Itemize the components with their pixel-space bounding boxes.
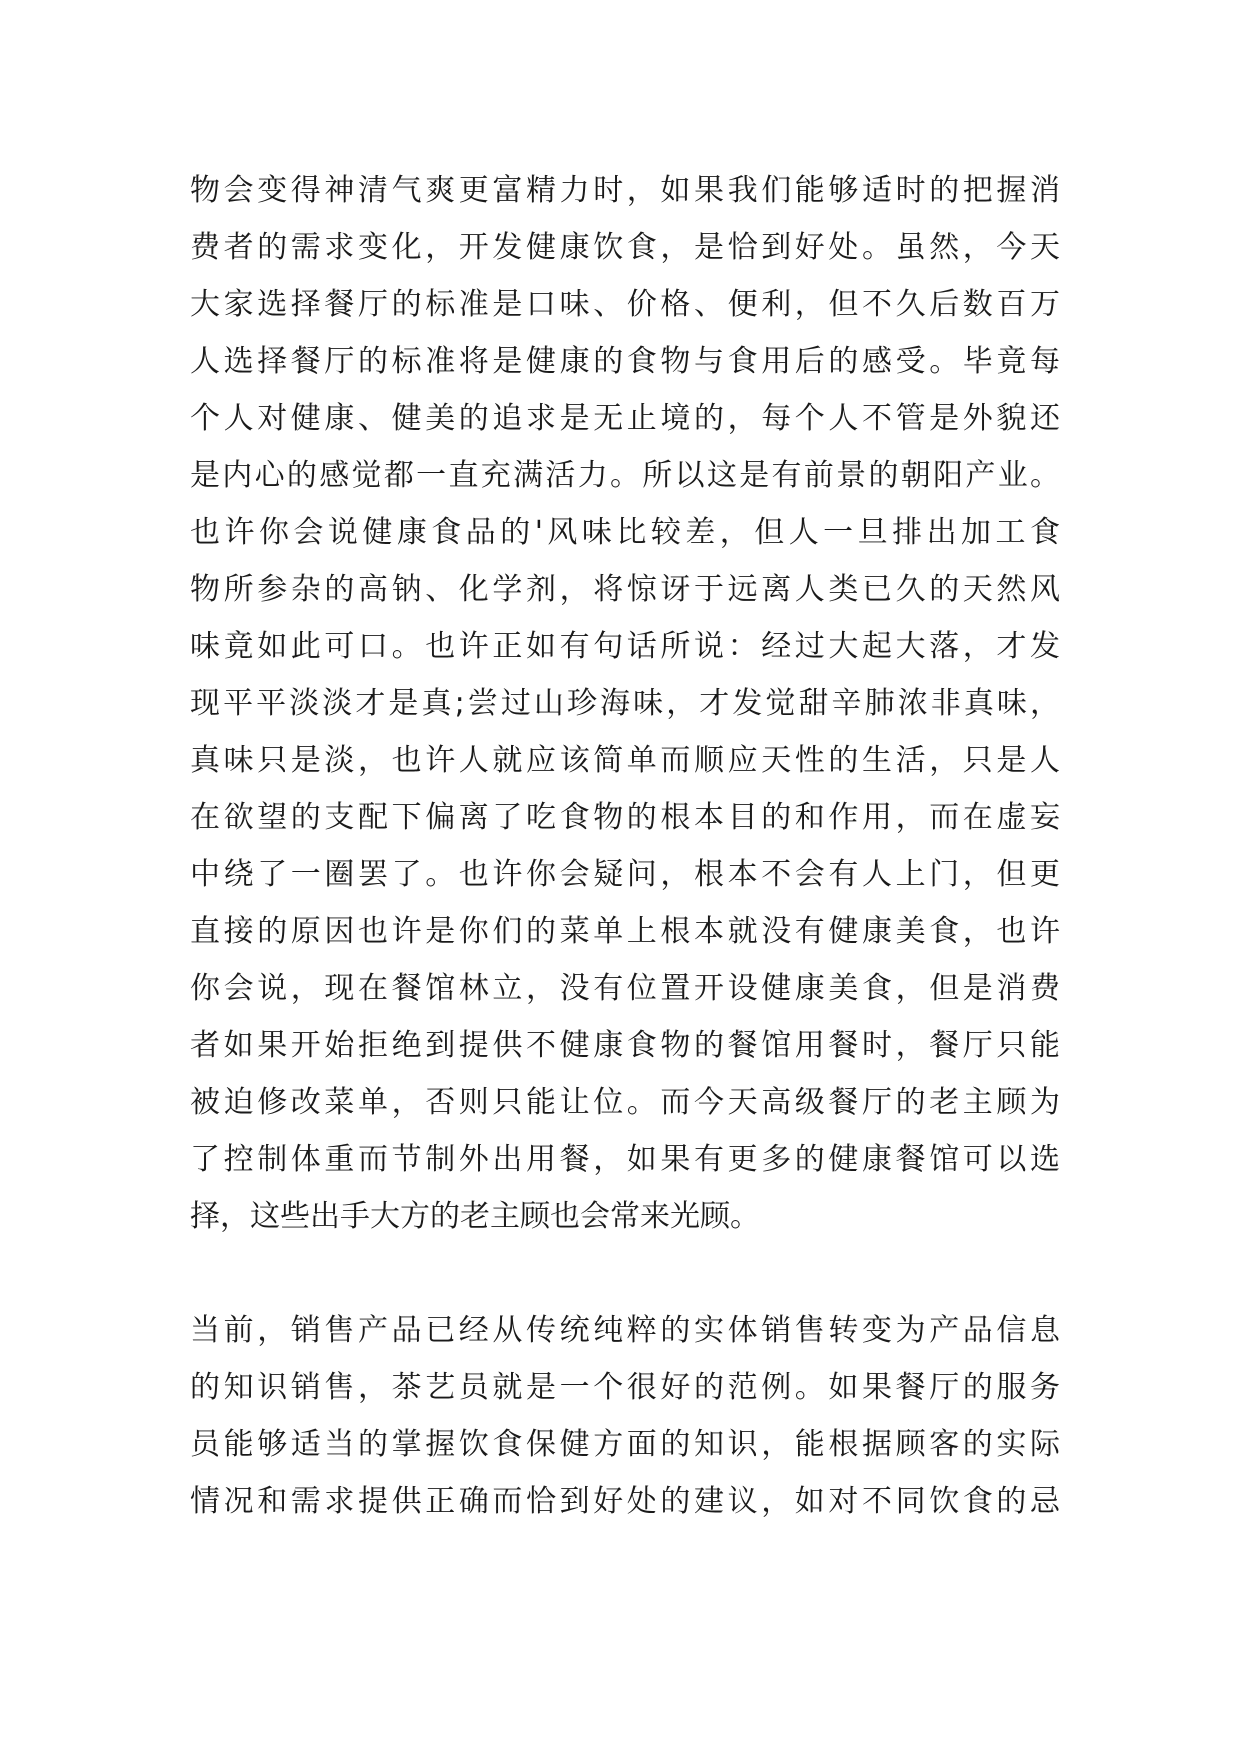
text-line: 者如果开始拒绝到提供不健康食物的餐馆用餐时，餐厅只能	[190, 1028, 1060, 1063]
text-line: 的知识销售，茶艺员就是一个很好的范例。如果餐厅的服务	[190, 1370, 1060, 1405]
text-line: 被迫修改菜单，否则只能让位。而今天高级餐厅的老主顾为	[190, 1085, 1060, 1120]
text-line: 员能够适当的掌握饮食保健方面的知识，能根据顾客的实际	[190, 1427, 1060, 1462]
text-line: 个人对健康、健美的追求是无止境的，每个人不管是外貌还	[190, 401, 1060, 436]
text-line: 直接的原因也许是你们的菜单上根本就没有健康美食，也许	[190, 914, 1060, 949]
text-line: 人选择餐厅的标准将是健康的食物与食用后的感受。毕竟每	[190, 344, 1060, 379]
text-line: 现平平淡淡才是真;尝过山珍海味，才发觉甜辛肺浓非真味，	[190, 686, 1060, 721]
text-line: 中绕了一圈罢了。也许你会疑问，根本不会有人上门，但更	[190, 857, 1060, 892]
text-line: 大家选择餐厅的标准是口味、价格、便利，但不久后数百万	[190, 287, 1060, 322]
text-line: 择，这些出手大方的老主顾也会常来光顾。	[190, 1199, 760, 1234]
text-line: 你会说，现在餐馆林立，没有位置开设健康美食，但是消费	[190, 971, 1060, 1006]
paragraph-1	[190, 162, 1060, 1245]
text-line: 情况和需求提供正确而恰到好处的建议，如对不同饮食的忌	[190, 1484, 1060, 1519]
paragraph-2	[190, 1302, 1060, 1530]
text-line: 费者的需求变化，开发健康饮食，是恰到好处。虽然，今天	[190, 230, 1060, 265]
text-line: 真味只是淡，也许人就应该简单而顺应天性的生活，只是人	[190, 743, 1060, 778]
text-line: 味竟如此可口。也许正如有句话所说：经过大起大落，才发	[190, 629, 1060, 664]
text-line: 是内心的感觉都一直充满活力。所以这是有前景的朝阳产业。	[190, 458, 1060, 493]
text-line: 也许你会说健康食品的'风味比较差，但人一旦排出加工食	[190, 515, 1060, 550]
text-line: 物所参杂的高钠、化学剂，将惊讶于远离人类已久的天然风	[190, 572, 1060, 607]
text-line: 了控制体重而节制外出用餐，如果有更多的健康餐馆可以选	[190, 1142, 1060, 1177]
text-line: 物会变得神清气爽更富精力时，如果我们能够适时的把握消	[190, 173, 1060, 208]
text-line: 当前，销售产品已经从传统纯粹的实体销售转变为产品信息	[190, 1313, 1060, 1348]
text-line: 在欲望的支配下偏离了吃食物的根本目的和作用，而在虚妄	[190, 800, 1060, 835]
